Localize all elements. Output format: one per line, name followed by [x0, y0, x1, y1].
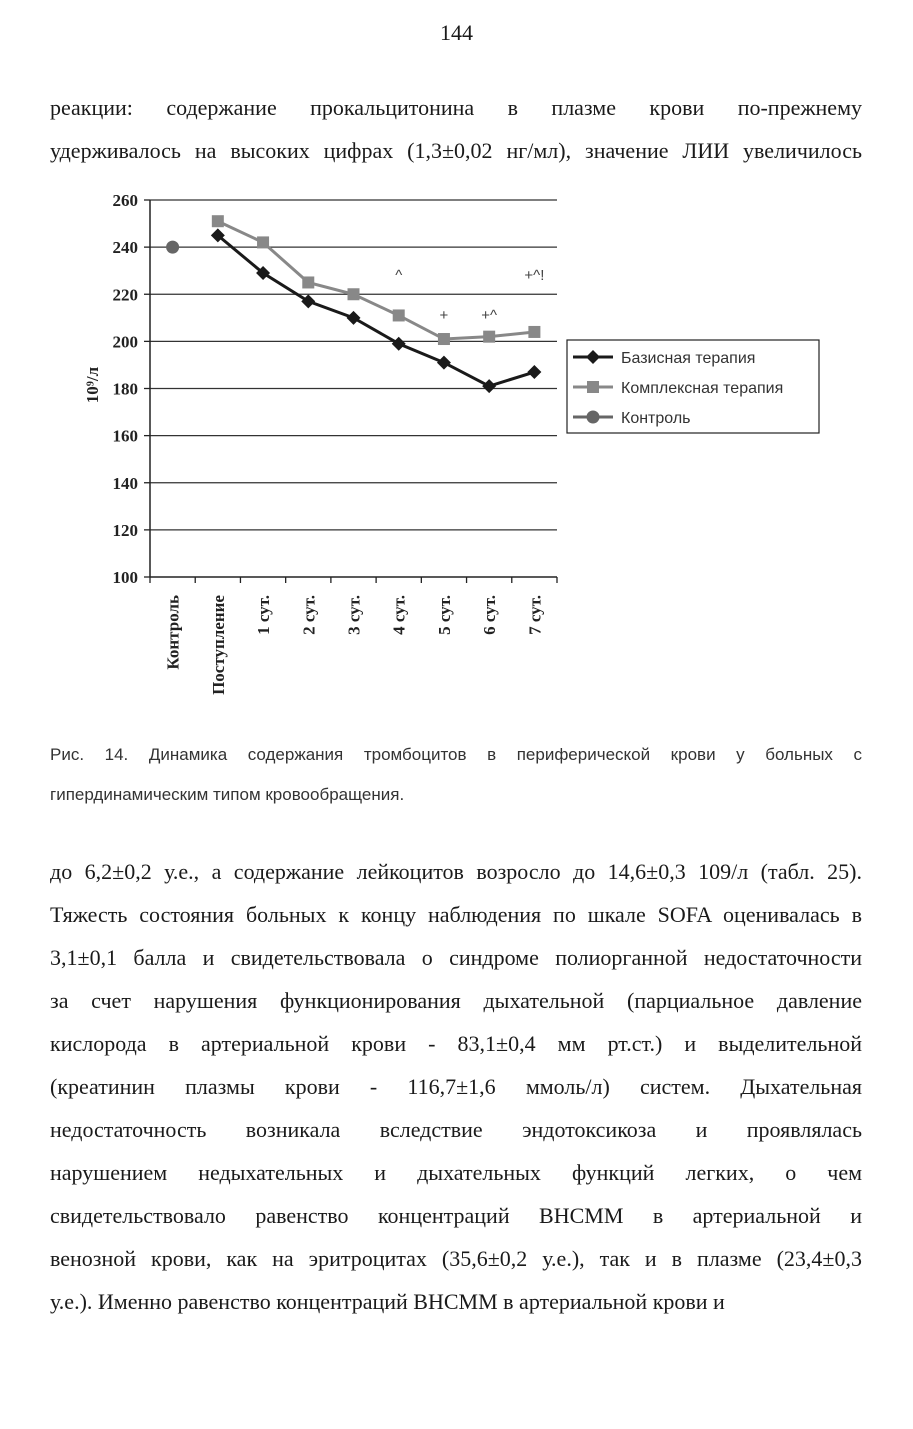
text-line: нарушением недыхательных и дыхательных функций легких, о чем — [50, 1160, 862, 1185]
text-line: (креатинин плазмы крови - 116,7±1,6 ммоль/л) систем. Дыхательная — [50, 1074, 862, 1099]
top-paragraph — [50, 86, 862, 172]
square-marker — [528, 326, 540, 338]
caption-line: Рис. 14. Динамика содержания тромбоцитов в периферической крови у больных с — [50, 745, 862, 764]
diamond-marker — [392, 337, 406, 351]
text-line: венозной крови, как на эритроцитах (35,6±0,2 у.е.), так и в плазме (23,4±0,3 — [50, 1246, 862, 1271]
circle-marker — [587, 411, 600, 424]
y-tick-label: 200 — [112, 332, 138, 352]
y-tick-label: 120 — [112, 520, 138, 540]
x-tick-label: 5 сут. — [434, 595, 454, 635]
diamond-marker — [527, 365, 541, 379]
chart-legend — [567, 340, 819, 433]
square-marker — [257, 236, 269, 248]
legend-label: Комплексная терапия — [621, 380, 784, 397]
y-tick-label: 140 — [112, 473, 138, 493]
y-tick-label: 240 — [112, 238, 138, 258]
text-line: реакции: содержание прокальцитонина в плазме крови по-прежнему — [50, 95, 862, 120]
platelet-line-chart — [0, 180, 913, 720]
legend-label: Контроль — [621, 410, 691, 427]
diamond-marker — [437, 356, 451, 370]
series-square — [212, 215, 541, 345]
text-line: удерживалось на высоких цифрах (1,3±0,02 нг/мл), значение ЛИИ увеличилось — [50, 138, 862, 163]
significance-mark: +^! — [524, 267, 545, 285]
significance-mark: + — [439, 307, 449, 325]
text-line: кислорода в артериальной крови - 83,1±0,4 мм рт.ст.) и выделительной — [50, 1031, 862, 1056]
significance-mark: +^ — [481, 307, 498, 325]
chart-series — [166, 215, 541, 393]
diamond-marker — [301, 294, 315, 308]
legend-label: Базисная терапия — [621, 350, 756, 367]
square-marker — [212, 215, 224, 227]
caption-line: гипердинамическим типом кровообращения. — [50, 785, 405, 804]
chart-annotations — [395, 267, 544, 324]
square-marker — [438, 333, 450, 345]
x-tick-label: 2 сут. — [299, 595, 319, 635]
y-tick-label: 260 — [112, 191, 138, 210]
series-circle — [166, 241, 179, 254]
text-line: свидетельствовало равенство концентраций ВНСММ в артериальной и — [50, 1203, 862, 1228]
diamond-marker — [482, 379, 496, 393]
circle-marker — [166, 241, 179, 254]
page-number: 144 — [440, 20, 473, 45]
x-tick-label: 7 сут. — [525, 595, 545, 635]
y-tick-label: 160 — [112, 426, 138, 446]
x-tick-label: 6 сут. — [480, 595, 500, 635]
y-tick-label: 180 — [112, 379, 138, 399]
text-line: у.е.). Именно равенство концентраций ВНСММ в артериальной крови и — [50, 1289, 725, 1314]
square-marker — [302, 276, 314, 288]
grid-lines — [150, 200, 557, 530]
y-axis-label: 10⁹/л — [83, 366, 102, 404]
square-marker — [393, 309, 405, 321]
x-tick-label: 1 сут. — [254, 595, 274, 635]
x-tick-label: 3 сут. — [344, 595, 364, 635]
diamond-marker — [347, 311, 361, 325]
square-marker — [587, 381, 599, 393]
y-tick-label: 100 — [112, 568, 138, 587]
text-line: 3,1±0,1 балла и свидетельствовала о синдроме полиорганной недостаточности — [50, 945, 862, 970]
significance-mark: ^ — [395, 267, 403, 285]
figure-caption — [50, 735, 862, 815]
y-tick-labels — [113, 191, 139, 587]
square-marker — [483, 331, 495, 343]
chart-axes — [144, 200, 557, 583]
text-line: недостаточность возникала вследствие эндотоксикоза и проявлялась — [50, 1117, 862, 1142]
x-tick-label: Поступление — [208, 595, 228, 695]
x-tick-labels — [164, 595, 545, 695]
square-marker — [348, 288, 360, 300]
y-tick-label: 220 — [112, 285, 138, 305]
text-line: до 6,2±0,2 у.е., а содержание лейкоцитов возросло до 14,6±0,3 109/л (табл. 25). — [50, 859, 862, 884]
text-line: Тяжесть состояния больных к концу наблюдения по шкале SOFA оценивалась в — [50, 902, 862, 927]
x-tick-label: 4 сут. — [389, 595, 409, 635]
bottom-paragraph — [50, 850, 862, 1323]
text-line: за счет нарушения функционирования дыхательной (парциальное давление — [50, 988, 862, 1013]
x-tick-label: Контроль — [163, 595, 183, 670]
